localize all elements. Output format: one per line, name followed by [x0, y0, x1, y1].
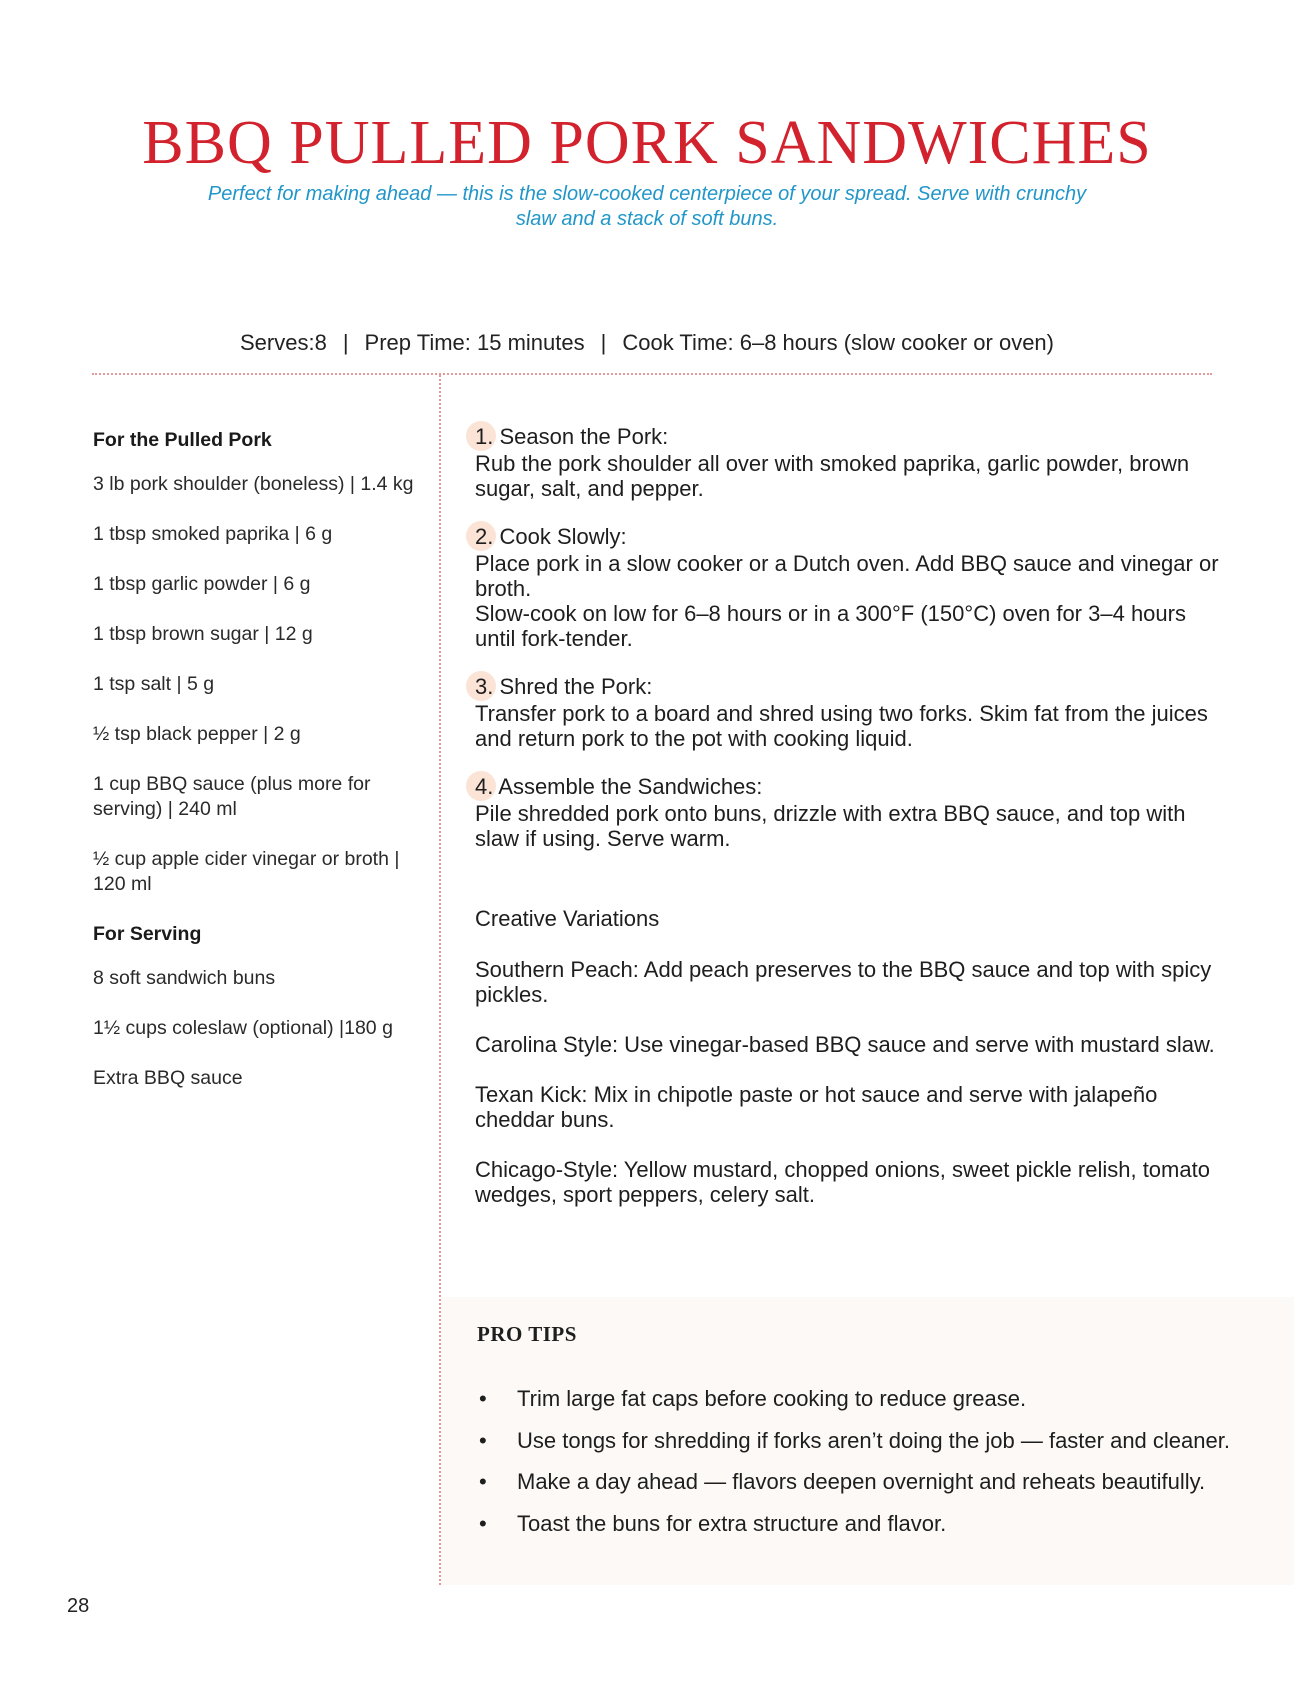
- step: [475, 523, 1225, 651]
- pro-tips-list: [477, 1385, 1287, 1551]
- variations-section: [475, 906, 1225, 1232]
- ingredient-item: 1½ cups coleslaw (optional) |180 g: [93, 1017, 393, 1039]
- meta-separator: |: [342, 330, 349, 355]
- pro-tip-text: Use tongs for shredding if forks aren’t doing the job — faster and cleaner.: [517, 1427, 1230, 1453]
- step-title: Season the Pork:: [499, 424, 669, 449]
- step-title: Shred the Pork:: [499, 674, 653, 699]
- ingredients-heading-serving: For Serving: [93, 923, 202, 945]
- variation-item: Southern Peach: Add peach preserves to the BBQ sauce and top with spicy pickles.: [475, 957, 1212, 1007]
- step-body: Rub the pork shoulder all over with smoked paprika, garlic powder, brown sugar, salt, and pepper.: [475, 451, 1190, 501]
- ingredient-item: 1 tbsp smoked paprika | 6 g: [93, 523, 333, 545]
- pro-tip-item: [477, 1510, 1287, 1538]
- step-number: 1.: [475, 424, 494, 449]
- step-body: Slow-cook on low for 6–8 hours or in a 300°F (150°C) oven for 3–4 hours until fork-tender.: [475, 601, 1186, 651]
- bullet-icon: •: [479, 1510, 487, 1536]
- step-number: 2.: [475, 524, 494, 549]
- ingredients-heading-pork: For the Pulled Pork: [93, 429, 272, 451]
- meta-separator: |: [600, 330, 607, 355]
- ingredient-item: 1 tbsp brown sugar | 12 g: [93, 623, 313, 645]
- variation-item: Carolina Style: Use vinegar-based BBQ sauce and serve with mustard slaw.: [475, 1032, 1215, 1057]
- ingredient-item: 1 cup BBQ sauce (plus more for serving) | 240 ml: [93, 773, 371, 820]
- ingredients-column: [93, 428, 423, 1116]
- pro-tip-item: [477, 1427, 1287, 1455]
- horizontal-divider: [92, 373, 1212, 375]
- recipe-title: BBQ PULLED PORK SANDWICHES: [142, 109, 1152, 177]
- pro-tip-item: [477, 1385, 1287, 1413]
- ingredient-item: 1 tsp salt | 5 g: [93, 673, 215, 695]
- serves-text: Serves:8: [239, 330, 327, 355]
- step: [475, 773, 1225, 851]
- step-title: Assemble the Sandwiches:: [498, 774, 763, 799]
- step: [475, 673, 1225, 751]
- ingredient-item: ½ cup apple cider vinegar or broth | 120 ml: [93, 848, 400, 895]
- pro-tip-text: Toast the buns for extra structure and flavor.: [517, 1510, 947, 1536]
- pro-tip-item: [477, 1468, 1287, 1496]
- variation-item: Texan Kick: Mix in chipotle paste or hot sauce and serve with jalapeño cheddar buns.: [475, 1082, 1158, 1132]
- pro-tips-heading: PRO TIPS: [477, 1322, 577, 1346]
- step-body: Place pork in a slow cooker or a Dutch oven. Add BBQ sauce and vinegar or broth.: [475, 551, 1219, 601]
- step-body: Transfer pork to a board and shred using two forks. Skim fat from the juices and return pork to the pot with cooking liquid.: [475, 701, 1208, 751]
- ingredient-item: Extra BBQ sauce: [93, 1067, 243, 1089]
- instructions-column: [475, 423, 1225, 873]
- step-number: 4.: [475, 774, 494, 799]
- bullet-icon: •: [479, 1469, 487, 1494]
- prep-time-text: Prep Time: 15 minutes: [364, 330, 585, 355]
- recipe-meta: [0, 330, 1294, 356]
- pro-tip-text: Make a day ahead — flavors deepen overnight and reheats beautifully.: [517, 1469, 1206, 1494]
- pro-tip-text: Trim large fat caps before cooking to reduce grease.: [517, 1386, 1027, 1411]
- bullet-icon: •: [479, 1386, 487, 1411]
- recipe-subtitle: Perfect for making ahead — this is the slow-cooked centerpiece of your spread. Serve with crunchy slaw and a stack of soft buns.: [207, 183, 1087, 230]
- variations-heading: Creative Variations: [475, 906, 660, 931]
- step: [475, 423, 1225, 501]
- ingredient-item: ½ tsp black pepper | 2 g: [93, 723, 301, 745]
- pro-tips-box: [441, 1297, 1294, 1585]
- cook-time-text: Cook Time: 6–8 hours (slow cooker or oven): [622, 330, 1054, 355]
- ingredient-item: 3 lb pork shoulder (boneless) | 1.4 kg: [93, 473, 414, 495]
- page-number: 28: [67, 1595, 90, 1617]
- step-title: Cook Slowly:: [499, 524, 627, 549]
- variation-item: Chicago-Style: Yellow mustard, chopped onions, sweet pickle relish, tomato wedges, sport peppers, celery salt.: [475, 1157, 1210, 1207]
- step-body: Pile shredded pork onto buns, drizzle with extra BBQ sauce, and top with slaw if using. Serve warm.: [475, 801, 1186, 851]
- bullet-icon: •: [479, 1427, 487, 1453]
- ingredient-item: 8 soft sandwich buns: [93, 967, 276, 989]
- ingredient-item: 1 tbsp garlic powder | 6 g: [93, 573, 311, 595]
- step-number: 3.: [475, 674, 494, 699]
